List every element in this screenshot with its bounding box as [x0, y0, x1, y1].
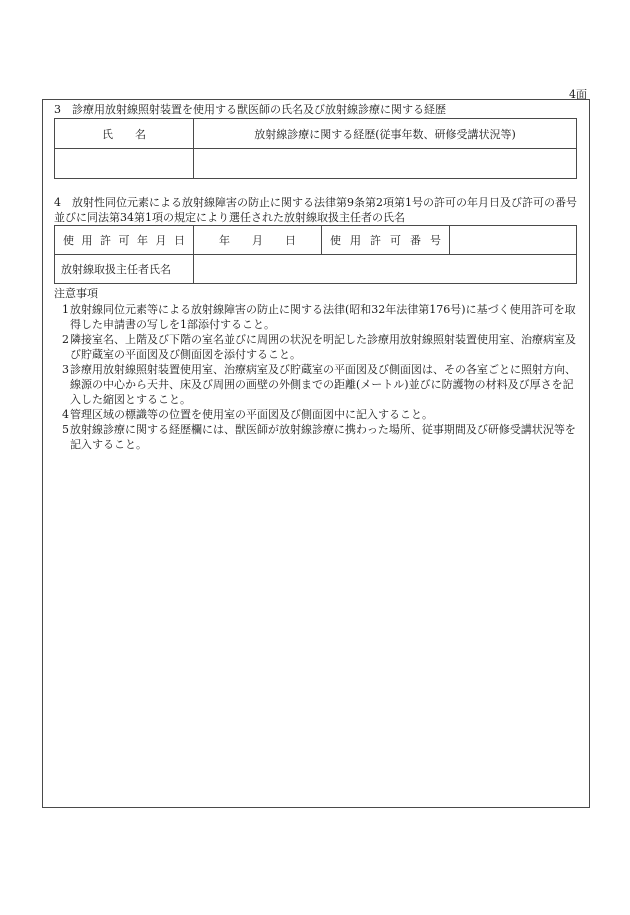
vet-name-cell[interactable] — [55, 149, 194, 179]
section-4-heading: 4 放射性同位元素による放射線障害の防止に関する法律第9条第2項第1号の許可の年月日及び許可の番号並びに同法第34第1項の規定により選任された放射線取扱主任者の氏名 — [54, 196, 577, 224]
permit-date-field[interactable]: 年 月 日 — [194, 226, 322, 255]
note-number: 5 — [62, 423, 69, 436]
col-header-name: 氏 名 — [55, 119, 194, 149]
note-item — [54, 332, 584, 362]
section-3-heading: 3 診療用放射線照射装置を使用する獣医師の氏名及び放射線診療に関する経歴 — [54, 103, 446, 116]
permit-number-field[interactable] — [450, 226, 577, 255]
manager-name-label: 放射線取扱主任者氏名 — [55, 255, 194, 284]
vet-history-cell[interactable] — [194, 149, 577, 179]
permit-table — [54, 225, 577, 284]
note-number: 1 — [62, 303, 69, 316]
permit-number-label: 使用許可番号 — [322, 226, 450, 255]
note-item — [54, 422, 584, 452]
manager-name-field[interactable] — [194, 255, 577, 284]
note-number: 4 — [62, 408, 69, 421]
note-text: 放射線診療に関する経歴欄には、獣医師が放射線診療に携わった場所、従事期間及び研修受講状況等を記入すること。 — [70, 423, 576, 451]
permit-date-label: 使用許可年月日 — [55, 226, 194, 255]
notes-title: 注意事項 — [54, 287, 98, 300]
col-header-history: 放射線診療に関する経歴(従事年数、研修受講状況等) — [194, 119, 577, 149]
note-text: 隣接室名、上階及び下階の室名並びに周囲の状況を明記した診療用放射線照射装置使用室、治療病室及び貯蔵室の平面図及び側面図を添付すること。 — [70, 333, 576, 361]
note-number: 2 — [62, 333, 69, 346]
notes-list — [54, 302, 584, 452]
note-number: 3 — [62, 363, 69, 376]
note-text: 管理区域の標識等の位置を使用室の平面図及び側面図中に記入すること。 — [70, 408, 433, 421]
note-text: 診療用放射線照射装置使用室、治療病室及び貯蔵室の平面図及び側面図は、その各室ごとに照射方向、線源の中心から天井、床及び周囲の画壁の外側までの距離(メートル)並びに防護物の材料及び厚さを記入した縮図とすること。 — [70, 363, 576, 406]
note-item — [54, 362, 584, 407]
page-number: 4面 — [569, 88, 587, 101]
note-text: 放射線同位元素等による放射線障害の防止に関する法律(昭和32年法律第176号)に基づく使用許可を取得した申請書の写しを1部添付すること。 — [70, 303, 576, 331]
note-item — [54, 302, 584, 332]
vet-history-table — [54, 118, 577, 179]
note-item — [54, 407, 584, 422]
